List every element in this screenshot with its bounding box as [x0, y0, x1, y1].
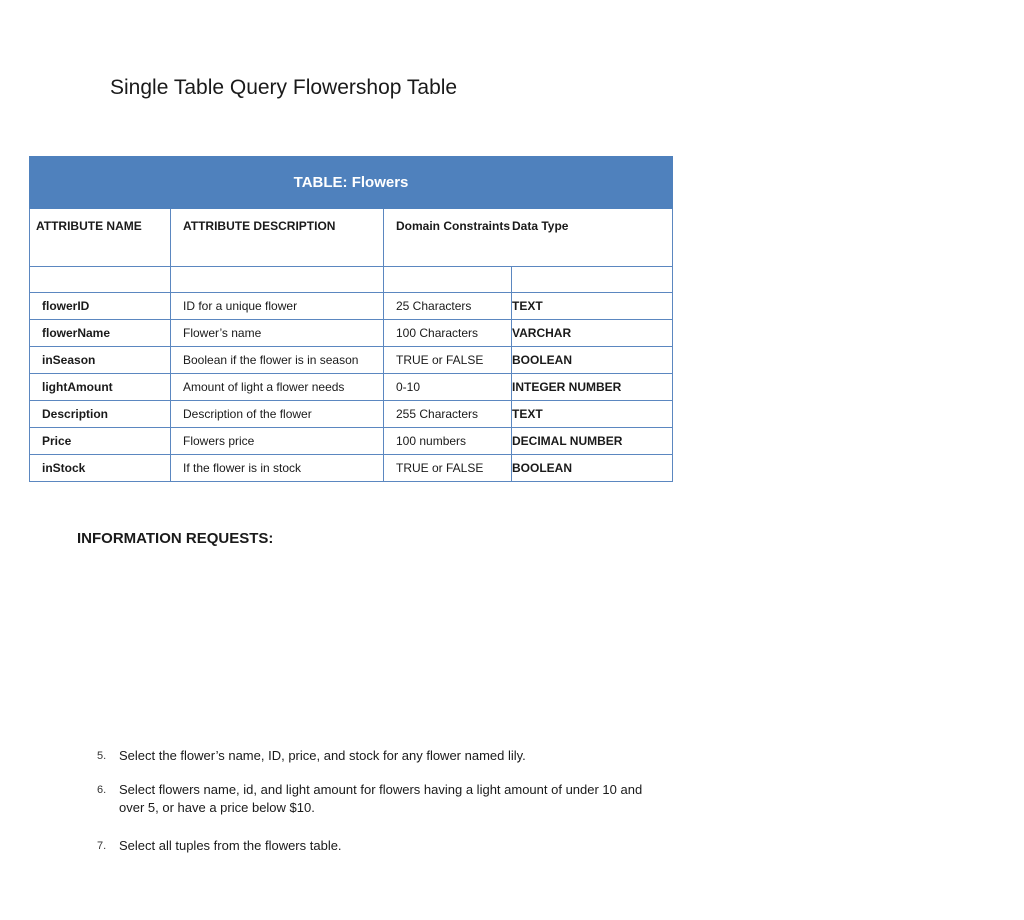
- table-caption-row: [30, 157, 673, 209]
- data-type-cell: DECIMAL NUMBER: [512, 428, 673, 455]
- list-item: [97, 781, 657, 817]
- data-type-cell: BOOLEAN: [512, 455, 673, 482]
- blank-cell: [384, 267, 512, 293]
- table-caption: TABLE: Flowers: [30, 157, 673, 209]
- blank-cell: [171, 267, 384, 293]
- data-type-cell: VARCHAR: [512, 320, 673, 347]
- table-row: [30, 320, 673, 347]
- domain-constraint-cell: 0-10: [384, 374, 512, 401]
- attribute-description-cell: Boolean if the flower is in season: [171, 347, 384, 374]
- list-item-number: 6.: [97, 784, 107, 796]
- attribute-name-cell: lightAmount: [30, 374, 171, 401]
- attribute-name-cell: inStock: [30, 455, 171, 482]
- requests-list: [97, 747, 657, 855]
- domain-constraint-cell: 100 numbers: [384, 428, 512, 455]
- attribute-description-cell: Flowers price: [171, 428, 384, 455]
- header-domain-constraints: Domain Constraints: [384, 209, 512, 267]
- attribute-name-cell: inSeason: [30, 347, 171, 374]
- table-blank-row: [30, 267, 673, 293]
- list-item-number: 5.: [97, 750, 107, 762]
- document-title: Single Table Query Flowershop Table: [110, 76, 458, 99]
- attribute-description-cell: If the flower is in stock: [171, 455, 384, 482]
- attribute-name-cell: flowerID: [30, 293, 171, 320]
- attribute-description-cell: Description of the flower: [171, 401, 384, 428]
- table-row: [30, 455, 673, 482]
- data-type-cell: BOOLEAN: [512, 347, 673, 374]
- header-data-type: Data Type: [512, 209, 673, 267]
- domain-constraint-cell: 25 Characters: [384, 293, 512, 320]
- blank-cell: [30, 267, 171, 293]
- list-item-text: Select flowers name, id, and light amount for flowers having a light amount of under 10 and over 5, or have a price below $10.: [119, 782, 643, 815]
- domain-constraint-cell: 100 Characters: [384, 320, 512, 347]
- list-item-number: 7.: [97, 840, 107, 852]
- table-row: [30, 374, 673, 401]
- list-item: [97, 837, 657, 855]
- data-type-cell: TEXT: [512, 401, 673, 428]
- attribute-description-cell: ID for a unique flower: [171, 293, 384, 320]
- attribute-name-cell: flowerName: [30, 320, 171, 347]
- list-item-text: Select the flower’s name, ID, price, and stock for any flower named lily.: [119, 748, 526, 763]
- domain-constraint-cell: TRUE or FALSE: [384, 347, 512, 374]
- data-type-cell: INTEGER NUMBER: [512, 374, 673, 401]
- domain-constraint-cell: 255 Characters: [384, 401, 512, 428]
- blank-cell: [512, 267, 673, 293]
- attribute-description-cell: Flower’s name: [171, 320, 384, 347]
- list-item-text: Select all tuples from the flowers table.: [119, 838, 342, 853]
- table-row: [30, 347, 673, 374]
- table-header-row: [30, 209, 673, 267]
- data-type-cell: TEXT: [512, 293, 673, 320]
- domain-constraint-cell: TRUE or FALSE: [384, 455, 512, 482]
- table-row: [30, 428, 673, 455]
- table-body: [30, 293, 673, 482]
- requests-heading: INFORMATION REQUESTS:: [77, 530, 274, 547]
- header-attribute-description: ATTRIBUTE DESCRIPTION: [171, 209, 384, 267]
- list-item: [97, 747, 657, 765]
- flowers-table: [29, 156, 673, 482]
- table-row: [30, 401, 673, 428]
- attribute-description-cell: Amount of light a flower needs: [171, 374, 384, 401]
- table-row: [30, 293, 673, 320]
- attribute-name-cell: Description: [30, 401, 171, 428]
- header-attribute-name: ATTRIBUTE NAME: [30, 209, 171, 267]
- attribute-name-cell: Price: [30, 428, 171, 455]
